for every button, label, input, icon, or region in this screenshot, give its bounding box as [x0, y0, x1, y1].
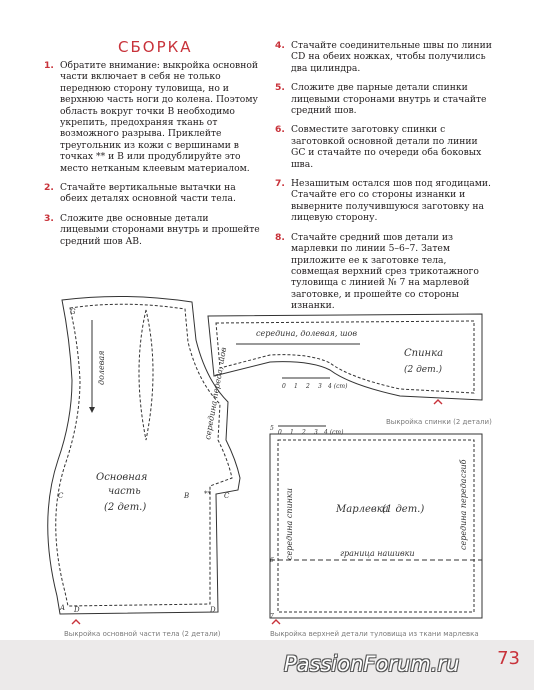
caption-marker-icon — [72, 620, 80, 624]
step-number: 8. — [275, 231, 285, 243]
label-gauze-left: середина спинки — [285, 488, 294, 560]
step-text: Совместите заготовку спинки с заготовкой основной детали по линии GC и стачайте по очереди оба боковых шва. — [291, 124, 482, 170]
label-hem: граница нашивки — [340, 549, 415, 558]
scale-4: 4 (cm) — [328, 383, 348, 390]
step-text: Стачайте средний шов детали из марлевки по линии 5–6–7. Затем приложите ее к заготовке тела, совмещая верхний срез трикотажного туловища с линией № 7 на марлевой заготовке, и прошейте со стороны изнанки. — [291, 231, 479, 312]
scale2-1: 1 — [290, 429, 294, 436]
step-number: 2. — [44, 182, 54, 194]
scale2-2: 2 — [302, 429, 306, 436]
scale-1: 1 — [294, 383, 298, 390]
label-front-center: середина переда, шов — [203, 346, 229, 441]
scale2-3: 3 — [314, 429, 318, 436]
step-number: 1. — [44, 60, 54, 71]
point-d: D — [74, 606, 80, 614]
label-gauze: Марлевка — [336, 504, 389, 515]
gauze-seam — [278, 440, 474, 612]
step-text: Сложите две парные детали спинки лицевыми сторонами внутрь и стачайте средний шов. — [291, 82, 487, 117]
caption-marker-icon — [272, 620, 280, 624]
label-main-body: Основная — [96, 472, 148, 483]
point-g: G — [70, 308, 76, 316]
dart — [139, 310, 153, 440]
label-main-qty: (2 дет.) — [104, 502, 147, 513]
step-text: Незашитым остался шов под ягодицами. Стачайте его со стороны изнанки и выверните получившуюся заготовку на лицевую сторону. — [291, 178, 491, 224]
watermark: PassionForum.ru — [284, 652, 460, 676]
label-fold: сгиб — [459, 459, 468, 478]
label-back-grain: середина, долевая, шов — [256, 329, 357, 338]
scale-0: 0 — [282, 383, 286, 390]
point-c: C — [58, 492, 64, 500]
step-number: 3. — [44, 212, 54, 224]
label-back: Спинка — [404, 348, 444, 359]
label-gauze-right: середина переда — [459, 478, 468, 550]
step-number: 6. — [275, 124, 285, 136]
point-c2: C — [224, 492, 230, 500]
scale2-4: 4 (cm) — [324, 429, 344, 436]
step-text: Стачайте соединительные швы по линии CD на обеих ножках, чтобы получились два цилиндра. — [291, 40, 492, 74]
caption-gauze: Выкройка верхней детали туловища из ткани марлевка — [270, 630, 479, 638]
caption-marker-icon — [434, 400, 442, 404]
gauze-outline — [270, 434, 482, 618]
point-6: 6 — [270, 557, 274, 564]
step-number: 7. — [275, 178, 285, 190]
label-back-qty: (2 дет.) — [404, 365, 443, 375]
step-number: 5. — [275, 82, 285, 94]
page-number: 73 — [497, 648, 520, 669]
step-text: Стачайте вертикальные вытачки на обеих деталях основной части тела. — [60, 182, 236, 205]
point-5: 5 — [270, 425, 274, 432]
point-b: B — [184, 492, 190, 500]
point-star: ** — [204, 490, 211, 498]
point-a: A — [60, 604, 66, 612]
caption-back: Выкройка спинки (2 детали) — [386, 418, 492, 426]
caption-main: Выкройка основной части тела (2 детали) — [64, 630, 221, 638]
step-text: Обратите внимание: выкройка основной части включает в себя не только переднюю сторону туловища, но и верхнюю часть ноги до колена. Поэтому область вокруг точки B необходимо укрепить, предохраняя ткань от возможного разрыва. Приклейте треугольник из кожи с вершинами в точках ** и B или продублируйте это место нетканым клеевым материалом. — [60, 60, 258, 174]
label-main-body-2: часть — [108, 486, 141, 497]
page-title: СБОРКА — [118, 38, 193, 56]
label-grain: долевая — [97, 350, 106, 385]
scale-3: 3 — [318, 383, 322, 390]
point-7: 7 — [270, 613, 274, 620]
step-text: Сложите две основные детали лицевыми сторонами внутрь и прошейте средний шов AB. — [60, 212, 260, 247]
point-d2: D — [210, 606, 216, 614]
step-number: 4. — [275, 40, 285, 51]
scale2-0: 0 — [278, 429, 282, 436]
label-gauze-qty: (1 дет.) — [382, 504, 425, 515]
scale-2: 2 — [306, 383, 310, 390]
main-body-seam — [56, 304, 232, 606]
